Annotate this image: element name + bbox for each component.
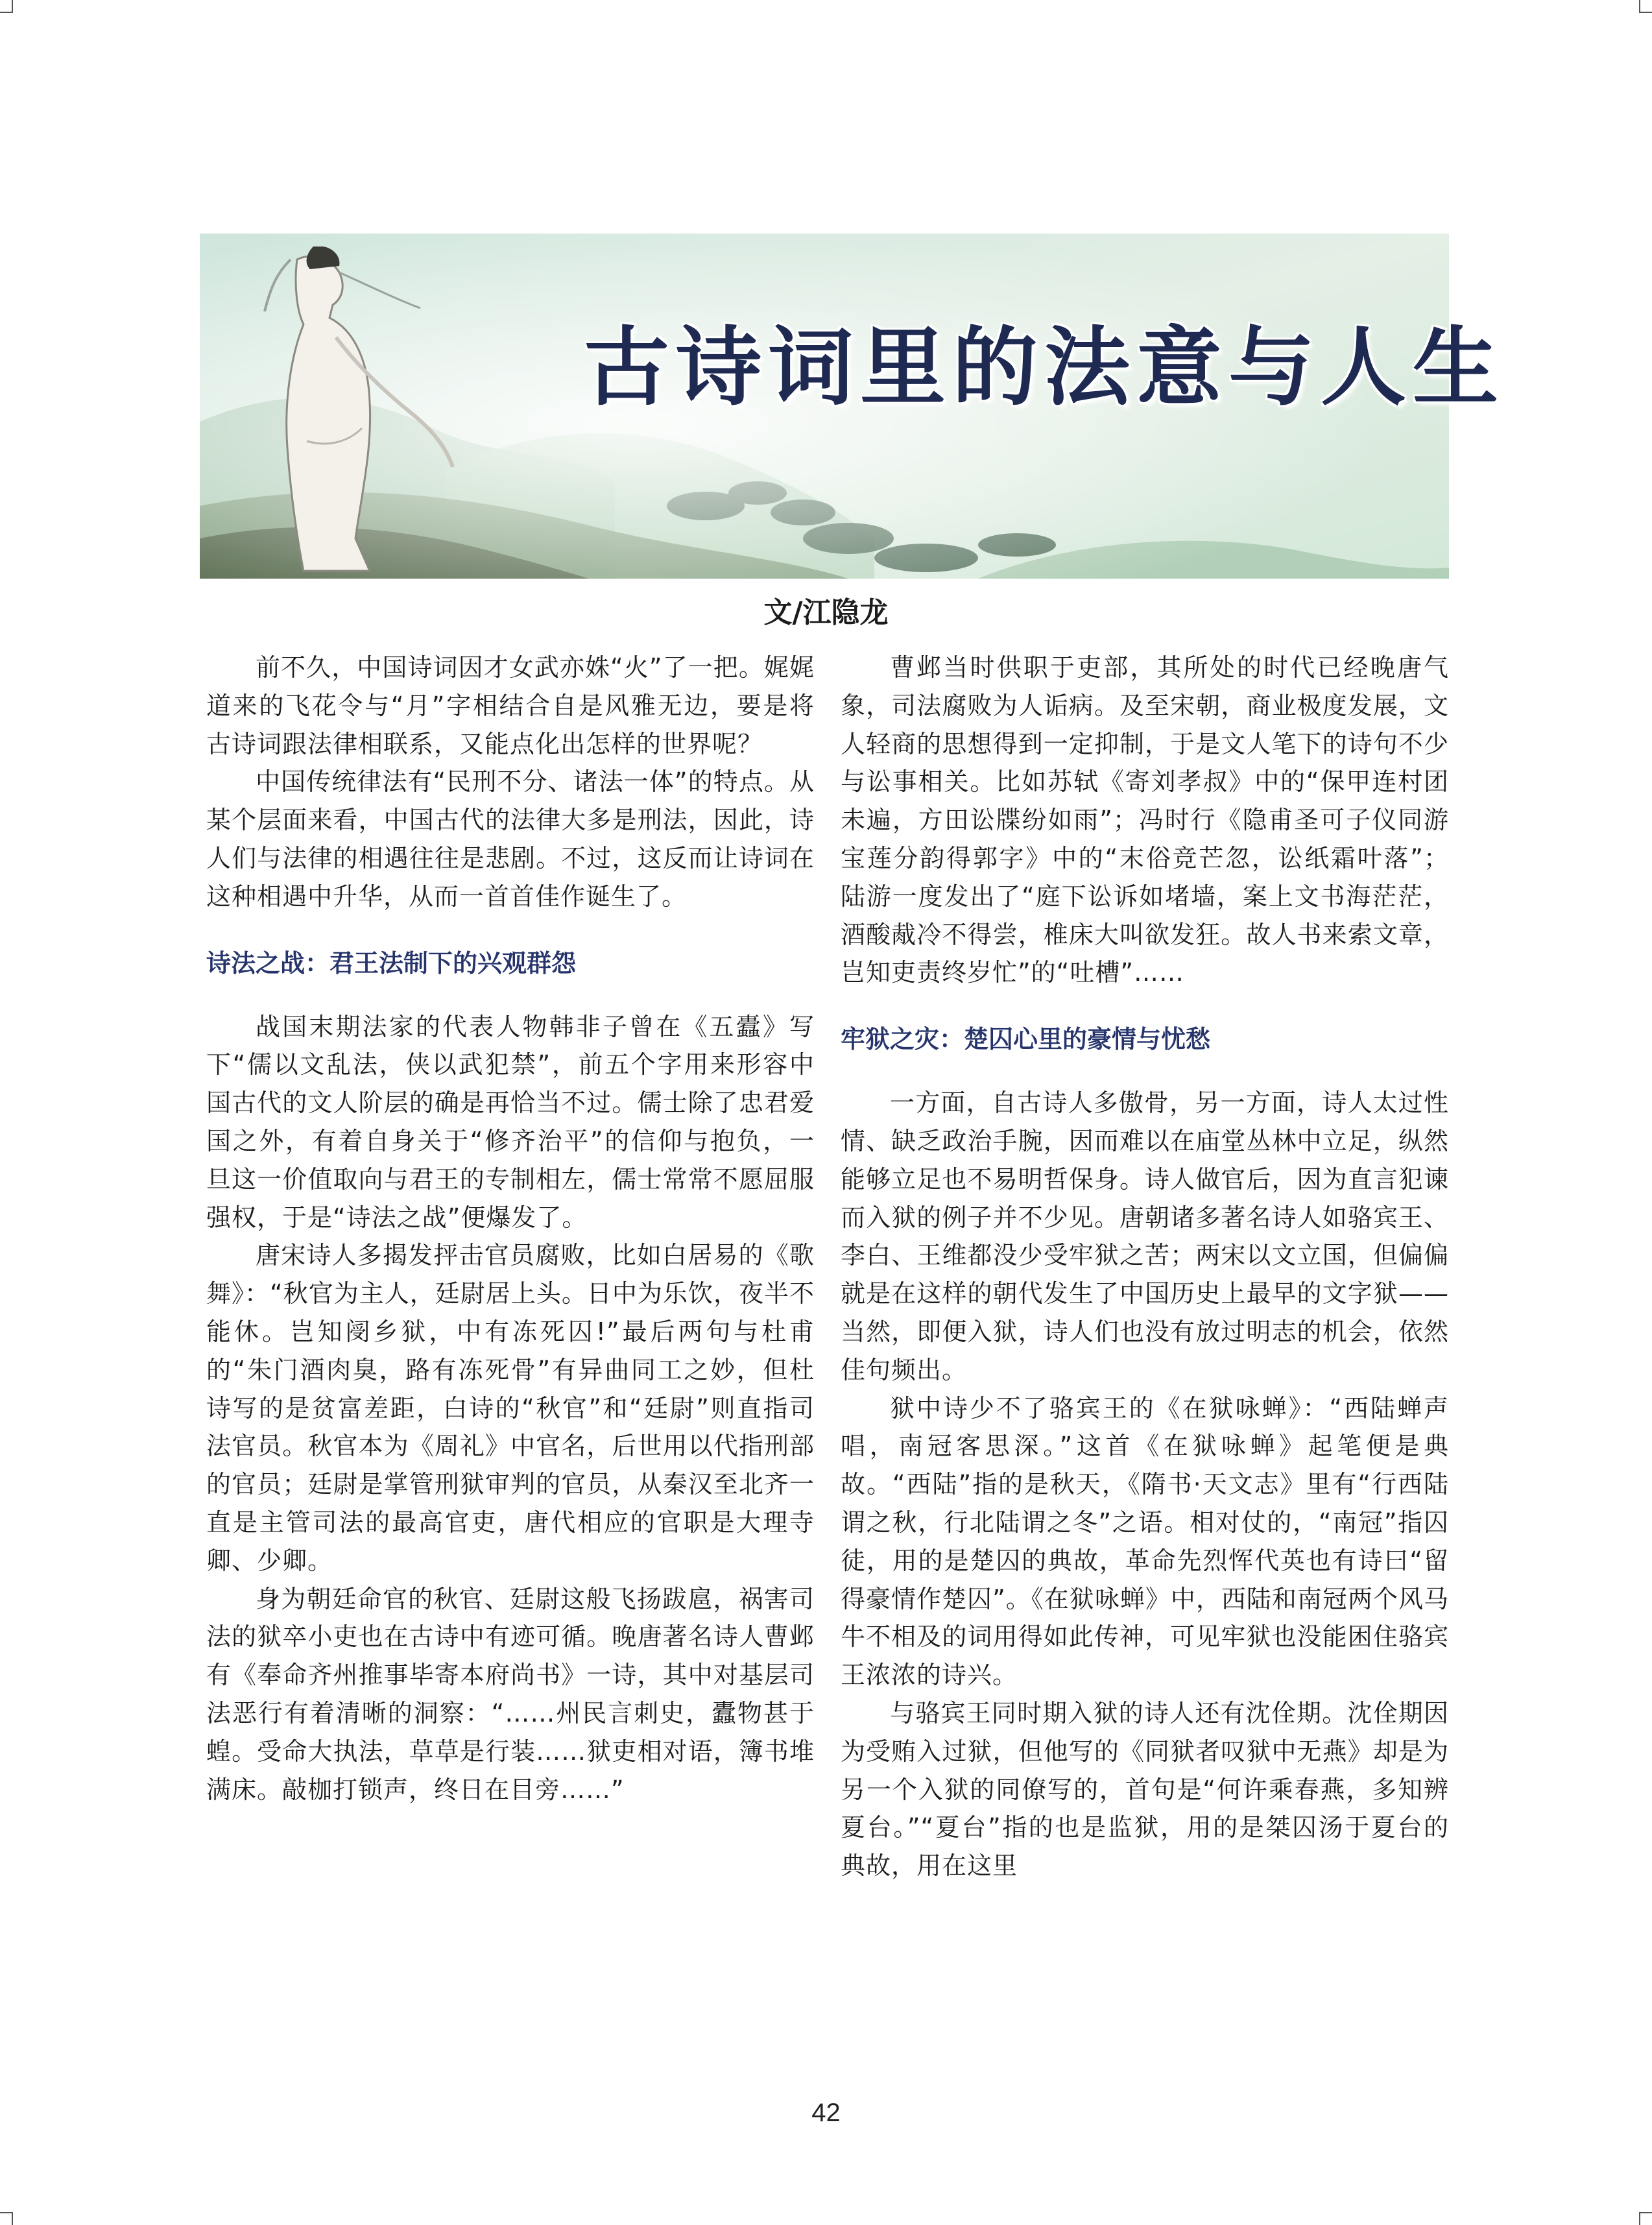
paragraph: 身为朝廷命官的秋官、廷尉这般飞扬跋扈，祸害司法的狱卒小吏也在古诗中有迹可循。晚唐著名诗人曹邺有《奉命齐州推事毕寄本府尚书》一诗，其中对基层司法恶行有着清晰的洞察：“……州民言刺史，蠹物甚于蝗。受命大执法，草草是行装……狱吏相对语，簿书堆满床。敲枷打锁声，终日在目旁……” — [206, 1584, 815, 1804]
crop-mark-top-left — [0, 0, 13, 13]
paragraph: 曹邺当时供职于吏部，其所处的时代已经晚唐气象，司法腐败为人诟病。及至宋朝，商业极度发展，文人轻商的思想得到一定抑制，于是文人笔下的诗句不少与讼事相关。比如苏轼《寄刘孝叔》中的“保甲连村团未遍，方田讼牒纷如雨”；冯时行《隐甫圣可子仪同游宝莲分韵得郭字》中的“末俗竞芒忽，讼纸霜叶落”；陆游一度发出了“庭下讼诉如堵墙，案上文书海茫茫，酒酸胾冷不得尝，椎床大叫欲发狂。故人书来索文章，岂知吏责终岁忙”的“吐槽”…… — [841, 653, 1449, 987]
crop-mark-bottom-left — [0, 2212, 13, 2225]
author-byline: 文/江隐龙 — [763, 596, 889, 629]
page-number: 42 — [811, 2099, 841, 2127]
paragraph: 与骆宾王同时期入狱的诗人还有沈佺期。沈佺期因为受贿入过狱，但他写的《同狱者叹狱中无燕》却是为另一个入狱的同僚写的，首句是“何许乘春燕，多知辨夏台。”“夏台”指的也是监狱，用的是桀囚汤于夏台的典故，用在这里 — [841, 1698, 1449, 1881]
paragraph: 中国传统律法有“民刑不分、诸法一体”的特点。从某个层面来看，中国古代的法律大多是刑法，因此，诗人们与法律的相遇往往是悲剧。不过，这反而让诗词在这种相遇中升华，从而一首首佳作诞生了。 — [206, 767, 815, 911]
paragraph: 前不久，中国诗词因才女武亦姝“火”了一把。娓娓道来的飞花令与“月”字相结合自是风雅无边，要是将古诗词跟法律相联系，又能点化出怎样的世界呢？ — [206, 653, 815, 758]
paragraph: 战国末期法家的代表人物韩非子曾在《五蠹》写下“儒以文乱法，侠以武犯禁”，前五个字用来形容中国古代的文人阶层的确是再恰当不过。儒士除了忠君爱国之外，有着自身关于“修齐治平”的信仰与抱负，一旦这一价值取向与君王的专制相左，儒士常常不愿屈服强权，于是“诗法之战”便爆发了。 — [206, 1012, 815, 1232]
section-heading: 诗法之战：君王法制下的兴观群怨 — [206, 948, 577, 978]
paragraph: 一方面，自古诗人多傲骨，另一方面，诗人太过性情、缺乏政治手腕，因而难以在庙堂丛林中立足，纵然能够立足也不易明哲保身。诗人做官后，因为直言犯谏而入狱的例子并不少见。唐朝诸多著名诗人如骆宾王、李白、王维都没少受牢狱之苦；两宋以文立国，但偏偏就是在这样的朝代发生了中国历史上最早的文字狱——当然，即便入狱，诗人们也没有放过明志的机会，依然佳句频出。 — [841, 1088, 1449, 1384]
section-heading: 牢狱之灾：楚囚心里的豪情与忧愁 — [841, 1025, 1211, 1054]
crop-mark-bottom-right — [1639, 2212, 1652, 2225]
crop-mark-top-right — [1639, 0, 1652, 13]
left-column — [206, 649, 815, 1809]
paragraph: 狱中诗少不了骆宾王的《在狱咏蝉》：“西陆蝉声唱，南冠客思深。”这首《在狱咏蝉》起笔便是典故。“西陆”指的是秋天，《隋书·天文志》里有“行西陆谓之秋，行北陆谓之冬”之语。相对仗的，“南冠”指囚徒，用的是楚囚的典故，革命先烈恽代英也有诗曰“留得豪情作楚囚”。《在狱咏蝉》中，西陆和南冠两个风马牛不相及的词用得如此传神，可见牢狱也没能困住骆宾王浓浓的诗兴。 — [841, 1393, 1449, 1690]
paragraph: 唐宋诗人多揭发抨击官员腐败，比如白居易的《歌舞》：“秋官为主人，廷尉居上头。日中为乐饮，夜半不能休。岂知阌乡狱，中有冻死囚!”最后两句与杜甫的“朱门酒肉臭，路有冻死骨”有异曲同工之妙，但杜诗写的是贫富差距，白诗的“秋官”和“廷尉”则直指司法官员。秋官本为《周礼》中官名，后世用以代指刑部的官员；廷尉是掌管刑狱审判的官员，从秦汉至北齐一直是主管司法的最高官吏，唐代相应的官职是大理寺卿、少卿。 — [206, 1241, 815, 1575]
page-title: 古诗词里的法意与人生 — [584, 318, 1505, 418]
right-column — [841, 649, 1449, 1885]
